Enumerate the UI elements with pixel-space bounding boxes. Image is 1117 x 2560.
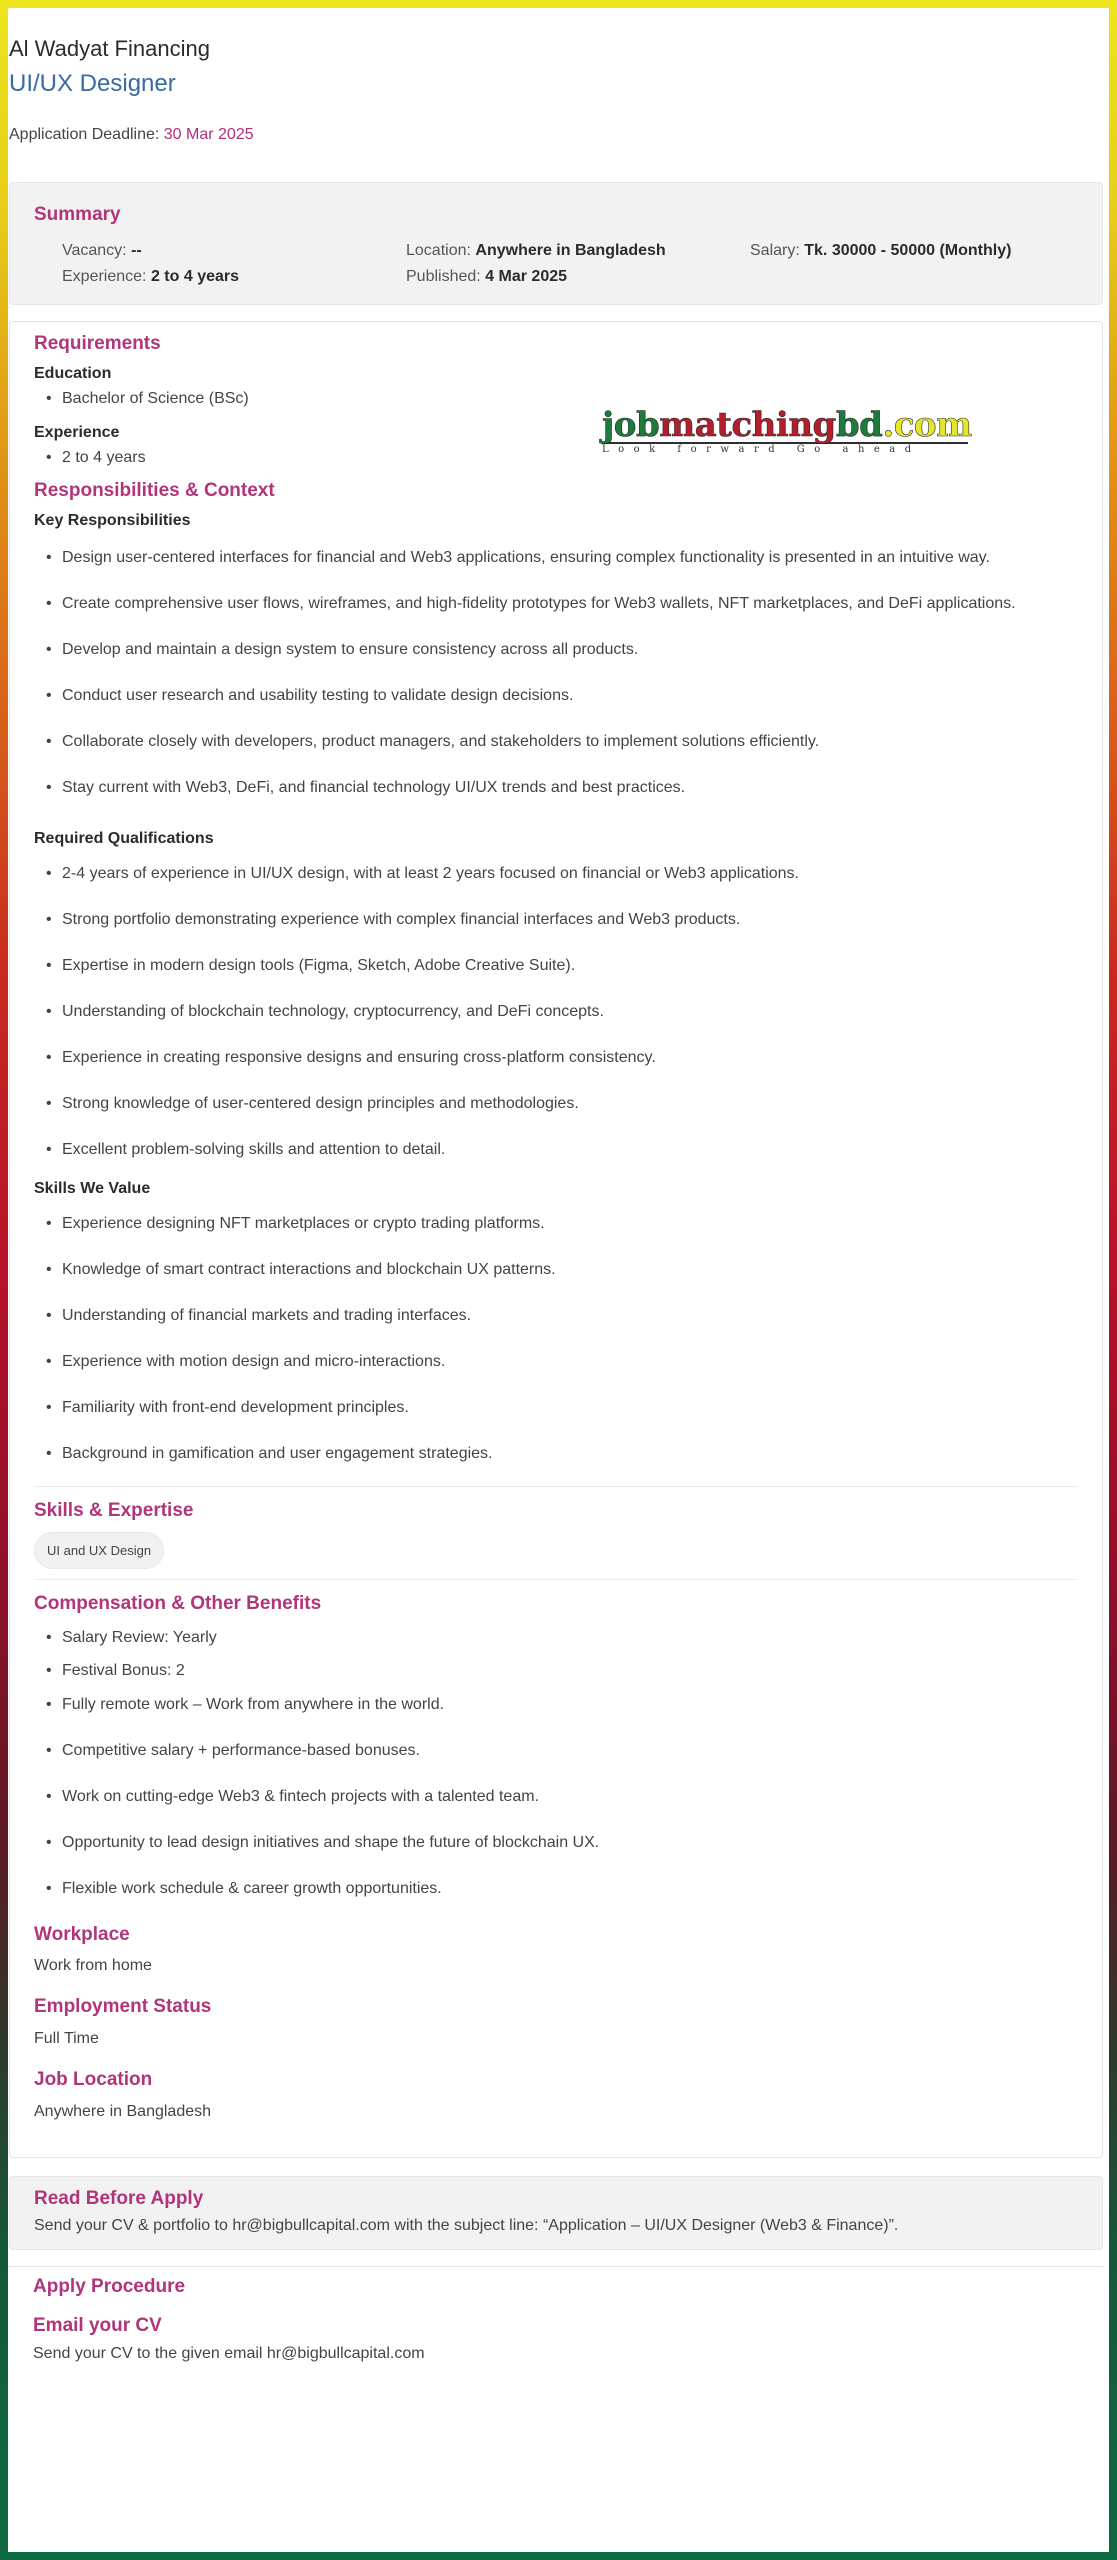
page-frame (8, 8, 1109, 2552)
list-item: • Familiarity with front-end development principles. (34, 1394, 1078, 1422)
section-divider (34, 1486, 1078, 1487)
summary-grid (34, 242, 1078, 286)
logo-part-job: job (602, 405, 660, 446)
list-item: • Knowledge of smart contract interactions and blockchain UX patterns. (34, 1256, 1078, 1284)
employment-status-value: Full Time (34, 2029, 99, 2047)
list-item: • Salary Review: Yearly (34, 1624, 1078, 1651)
list-item: • Competitive salary + performance-based bonuses. (34, 1737, 1078, 1765)
required-qualifications-list (34, 860, 1078, 1164)
list-item: • Understanding of blockchain technology, cryptocurrency, and DeFi concepts. (34, 998, 1078, 1026)
summary-salary (750, 242, 1078, 260)
summary-published (406, 268, 750, 286)
experience-value: 2 to 4 years (150, 268, 240, 286)
location-label: Location: (406, 242, 471, 260)
job-location-value: Anywhere in Bangladesh (34, 2102, 212, 2120)
deadline-date: 30 Mar 2025 (163, 126, 254, 144)
apply-procedure-card (9, 2266, 1103, 2362)
skills-we-value-heading: Skills We Value (34, 1179, 151, 1197)
education-item: • Bachelor of Science (BSc) (34, 385, 1078, 412)
apply-procedure-heading: Apply Procedure (33, 2276, 186, 2298)
vacancy-label: Vacancy: (62, 242, 127, 260)
skill-chip[interactable]: UI and UX Design (34, 1532, 164, 1569)
experience-heading: Experience (34, 423, 120, 441)
read-before-apply-box (9, 2176, 1103, 2251)
list-item: • Experience designing NFT marketplaces or crypto trading platforms. (34, 1210, 1078, 1238)
salary-value: Tk. 30000 - 50000 (Monthly) (804, 242, 1012, 260)
key-responsibilities-heading: Key Responsibilities (34, 511, 191, 529)
salary-label: Salary: (750, 242, 800, 260)
experience-list (34, 444, 1078, 471)
education-heading: Education (34, 364, 112, 382)
job-header (8, 8, 1109, 144)
list-item: • Excellent problem-solving skills and attention to detail. (34, 1136, 1078, 1164)
workplace-value: Work from home (34, 1957, 152, 1975)
published-value: 4 Mar 2025 (485, 268, 568, 286)
list-item: • Background in gamification and user engagement strategies. (34, 1440, 1078, 1468)
location-value: Anywhere in Bangladesh (475, 242, 666, 260)
workplace-heading: Workplace (34, 1923, 130, 1945)
list-item: • Collaborate closely with developers, product managers, and stakeholders to implement solutions efficiently. (34, 728, 1078, 756)
list-item: • Experience with motion design and micro-interactions. (34, 1348, 1078, 1376)
summary-vacancy (62, 242, 406, 260)
list-item: • Experience in creating responsive designs and ensuring cross-platform consistency. (34, 1044, 1078, 1072)
key-responsibilities-list (34, 544, 1078, 802)
logo-part-com: .com (882, 405, 972, 446)
employment-status-heading: Employment Status (34, 1996, 212, 2018)
compensation-short-list (34, 1624, 1078, 1684)
list-item: • Expertise in modern design tools (Figma, Sketch, Adobe Creative Suite). (34, 952, 1078, 980)
list-item: • Festival Bonus: 2 (34, 1657, 1078, 1684)
logo-part-bd: bd (835, 405, 883, 446)
application-deadline (9, 126, 1109, 144)
list-item: • Understanding of financial markets and trading interfaces. (34, 1302, 1078, 1330)
list-item: • 2-4 years of experience in UI/UX design, with at least 2 years focused on financial or Web3 applications. (34, 860, 1078, 888)
list-item: • Opportunity to lead design initiatives and shape the future of blockchain UX. (34, 1829, 1078, 1857)
logo-wordmark (602, 405, 982, 446)
deadline-label: Application Deadline: (9, 126, 160, 144)
list-item: • Create comprehensive user flows, wireframes, and high-fidelity prototypes for Web3 wallets, NFT marketplaces, and DeFi applications. (34, 590, 1078, 618)
list-item: • Design user-centered interfaces for financial and Web3 applications, ensuring complex functionality is presented in an intuitive way. (34, 544, 1078, 572)
read-before-apply-heading: Read Before Apply (34, 2187, 204, 2209)
published-label: Published: (406, 268, 481, 286)
list-item: • Develop and maintain a design system to ensure consistency across all products. (34, 636, 1078, 664)
company-name[interactable]: Al Wadyat Financing (9, 36, 210, 61)
vacancy-value: -- (131, 242, 142, 260)
skills-expertise-heading: Skills & Expertise (34, 1499, 194, 1521)
experience-item: • 2 to 4 years (34, 444, 1078, 471)
requirements-heading: Requirements (34, 333, 161, 355)
summary-heading: Summary (34, 204, 121, 226)
job-title: UI/UX Designer (9, 69, 176, 97)
experience-label: Experience: (62, 268, 147, 286)
required-qualifications-heading: Required Qualifications (34, 829, 214, 847)
section-divider (34, 1579, 1078, 1580)
read-before-apply-text: Send your CV & portfolio to hr@bigbullcapital.com with the subject line: “Application – UI/UX Designer (Web3 & Finance)”. (34, 2217, 899, 2235)
job-details-card (9, 321, 1103, 2158)
email-cv-text[interactable]: Send your CV to the given email hr@bigbullcapital.com (33, 2344, 425, 2362)
job-location-heading: Job Location (34, 2068, 153, 2090)
summary-location (406, 242, 750, 260)
compensation-heading: Compensation & Other Benefits (34, 1592, 322, 1614)
logo-part-matching: matching (659, 405, 836, 446)
list-item: • Strong knowledge of user-centered design principles and methodologies. (34, 1090, 1078, 1118)
list-item: • Work on cutting-edge Web3 & fintech projects with a talented team. (34, 1783, 1078, 1811)
list-item: • Flexible work schedule & career growth opportunities. (34, 1875, 1078, 1903)
skills-we-value-list (34, 1210, 1078, 1468)
education-list (34, 385, 1078, 412)
list-item: • Stay current with Web3, DeFi, and financial technology UI/UX trends and best practices. (34, 774, 1078, 802)
compensation-list (34, 1691, 1078, 1903)
logo-tagline: Look forward Go ahead (602, 444, 921, 456)
list-item: • Strong portfolio demonstrating experience with complex financial interfaces and Web3 products. (34, 906, 1078, 934)
list-item: • Fully remote work – Work from anywhere in the world. (34, 1691, 1078, 1719)
email-cv-heading: Email your CV (33, 2315, 162, 2337)
summary-box (9, 182, 1103, 305)
summary-experience (62, 268, 406, 286)
list-item: • Conduct user research and usability testing to validate design decisions. (34, 682, 1078, 710)
responsibilities-heading: Responsibilities & Context (34, 480, 275, 502)
